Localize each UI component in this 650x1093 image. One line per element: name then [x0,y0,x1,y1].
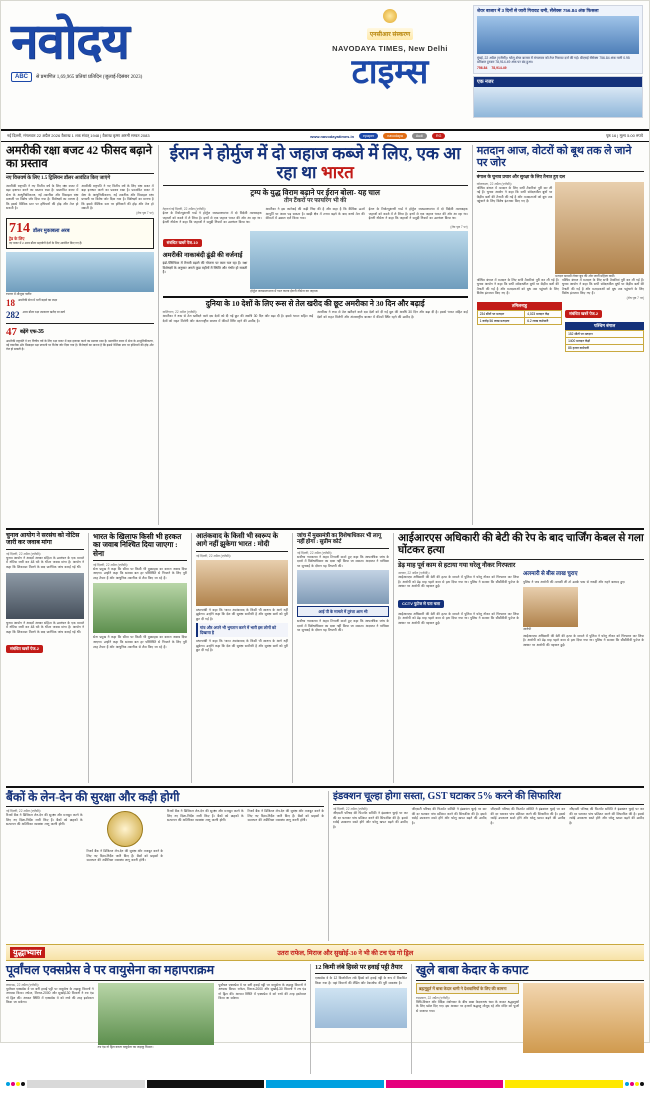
runway-body: एक्सप्रेस वे के 12 किलोमीटर लंबे हिस्से को हवाई पट्टी के रूप में विकसित किया गया है। यहां विमानों की लैंडिंग और टेकऑफ की पूरी व्यवस्था है। [315,976,407,985]
airforce-column [6,964,306,1074]
kedarnath-kicker: ब्रह्ममुहूर्त में बाबा केदार धामी ने देशवासियों के लिए की कामना [416,983,519,994]
iran-jump[interactable]: (शेष पृष्ठ 7 पर) [450,224,468,229]
center-masthead [310,5,470,91]
logo-area [7,5,307,82]
gst-body-2: जीएसटी परिषद की फिटमेंट समिति ने इंडक्शन चूल्हे पर कर की दर घटाकर पांच प्रतिशत करने की सिफारिश की है। इससे रसोई उपकरण सस्ते होंगे और घरेलू खपत बढ़ने की उम्मीद है। [411,807,487,825]
epaper-pill[interactable]: epaper [359,133,378,139]
army-body-2: सेना प्रमुख ने कहा कि सीमा पर किसी भी दुस्साहस का करारा जवाब दिया जाएगा। उन्होंने कहा कि सशस्त्र बल हर परिस्थिति से निपटने के लिए पूरी तरह तैयार हैं और आधुनिक तकनीक से लैस किए जा रहे हैं। [93,635,187,649]
jet-photo-caption: टच एंड गो ड्रिल करता वायुसेना का लड़ाकू विमान। [97,1044,154,1049]
bengal-related-link[interactable]: संबंधित खबरें पेज-2 [565,310,602,318]
locker-subhead: अलमारी से बीस लाख चुराए [523,571,578,578]
ec-related-link[interactable]: संबंधित खबरें पेज-2 [6,645,43,653]
stat2-number: 282 [6,310,20,321]
stat1-text: अमरीकी सेना में भर्ती बढ़ाने का लक्ष्य [18,298,58,303]
defense-budget-body: अमरीकी राष्ट्रपति ने नए वित्तीय वर्ष के लिए रक्षा बजट में बड़ा इजाफा करने का प्रस्ताव रखा है। प्रस्तावित बजट में सेना के आधुनिकीकरण, नई तकनीक और मिसाइल रक्षा प्रणाली पर विशेष जोर दिया गया है। विशेषज्ञों का मानना है कि इससे वैश्विक स्तर पर हथियारों की होड़ और तेज हो सकती है। [6,183,79,211]
strait-photo [250,231,468,289]
market-news-photo [477,16,639,54]
stat3-number: 47 [6,326,17,339]
banking-column [6,791,324,941]
market-news-box [473,5,643,74]
accused-photo [523,587,578,627]
modi-body: प्रधानमंत्री ने कहा कि भारत आतंकवाद के किसी भी स्वरूप के आगे नहीं झुकेगा। उन्होंने कहा कि देश की सुरक्षा सर्वोपरि है और सुरक्षा बलों को पूरी छूट दी गई है। [196,607,288,621]
gst-body-1: जीएसटी परिषद की फिटमेंट समिति ने इंडक्शन चूल्हे पर कर की दर घटाकर पांच प्रतिशत करने की सिफारिश की है। इससे रसोई उपकरण सस्ते होंगे और घरेलू खपत बढ़ने की उम्मीद है। [333,811,408,829]
navy-fleet-photo [6,252,154,292]
voter-photo [555,182,644,274]
runway-photo [315,988,407,1028]
defense-budget-body-2: अमरीकी राष्ट्रपति ने नए वित्तीय वर्ष के लिए रक्षा बजट में बड़ा इजाफा करने का प्रस्ताव रखा है। प्रस्तावित बजट में सेना के आधुनिकीकरण, नई तकनीक और मिसाइल रक्षा प्रणाली पर विशेष जोर दिया गया है। विशेषज्ञों का मानना है कि इससे वैश्विक स्तर पर हथियारों की होड़ और तेज हो सकती है। [81,183,154,211]
market-news-body: मुंबई, 22 अप्रैल (एजेंसी)। घरेलू शेयर बाजार में मंगलवार को तेज गिरावट दर्ज की गई। बीएसई सेंसेक्स 756.84 अंक यानी 0.95 प्रतिशत टूटकर 78,914.49 अंक पर बंद हुआ। [477,55,630,64]
gst-byline: नई दिल्ली, 22 अप्रैल (एजेंसी)। [333,807,369,811]
band-4 [6,964,644,1074]
navodaya-pill[interactable]: navodaya [383,133,407,139]
sc-badge: आई पी के मामले में तुरंत्ता आम भी [297,606,389,617]
lead-right-column [477,145,644,525]
edition-ribbon: एनसीआर संस्करण [367,28,413,40]
dateline-strip [1,129,649,142]
modi-column [196,533,288,783]
audi-pill[interactable]: Audi [412,133,427,139]
blockade-head[interactable]: अमरीकी नाकाबंदी ढूंढी की वर्जनाई [162,251,243,259]
wb-cell-1: 152 सीटों पर मतदान [566,331,644,338]
budget-stat-number: 714 [9,221,30,237]
iran-body-left: ईरान के रिवोल्यूशनरी गार्ड ने होर्मुज जलडमरूमध्य में दो विदेशी मालवाहक जहाजों को कब्जे में ले लिया है। इनमें से एक जहाज भारत की ओर आ रहा था। ईरानी नौसेना ने कहा कि जहाजों ने समुद्री नियमों का उल्लंघन किया था। [162,211,262,225]
iran-related-link[interactable]: संबंधित खबरें पेज-10 [163,239,202,247]
bengal-table-title: पश्चिम बंगाल [565,322,644,330]
sun-icon [383,9,397,23]
kedarnath-body: विधि-विधान और वैदिक मंत्रोच्चार के बीच बाबा केदारनाथ धाम के कपाट श्रद्धालुओं के लिए खोल दिए गए। इस अवसर पर हजारों श्रद्धालु मौजूद रहे और मंदिर को फूलों से सजाया गया। [416,999,520,1013]
stat2-text: अरब डॉलर रक्षा उपकरण खरीद पर खर्च [22,310,65,315]
voting-subhead: बंगाल के चुनाव प्रचार और सुरक्षा के लिए तैनात हुए दल [476,174,565,180]
lead-left-column [6,145,154,525]
ek-nazar-head: एक नजर [474,77,642,88]
masthead [1,1,649,129]
coin-icon [107,811,143,847]
tn-cell-1: 234 सीटों पर मतदान [477,311,525,318]
army-body: सेना प्रमुख ने कहा कि सीमा पर किसी भी दुस्साहस का करारा जवाब दिया जाएगा। उन्होंने कहा कि सशस्त्र बल हर परिस्थिति से निपटने के लिए पूरी तरह तैयार हैं और आधुनिक तकनीक से लैस किए जा रहे हैं। [93,566,187,580]
strip-kicker: युद्धाभ्यास [10,947,45,958]
page-body [1,142,649,1077]
sc-body: सर्वोच्च न्यायालय ने अहम टिप्पणी करते हुए कहा कि आपराधिक जांच के दायरे में विशेषाधिकार का दावा नहीं किया जा सकता। अदालत ने याचिका पर सुनवाई के दौरान यह टिप्पणी की। [297,554,389,568]
bengal-table [565,330,644,352]
murder-body-4: आईआरएस अधिकारी की बेटी की हत्या के मामले में पुलिस ने घरेलू नौकर को गिरफ्तार कर लिया है। आरोपी को डेढ़ माह पहले काम से हटा दिया गया था। पुलिस ने बताया कि सीसीटीवी फुटेज के आधार पर आरोपी की पहचान हुई। [523,633,644,647]
rg-pill[interactable]: RG [432,133,445,139]
tn-cell-2: 4,023 मतदान केंद्र [525,311,562,318]
stat1-number: 18 [6,298,15,309]
modi-quote: गांव और अपने भी भुगतान करने में भारी इस लोगों को दिखाया है [196,623,288,637]
band-3 [6,791,644,941]
blockade-body: इंडो-पैसिफिक में तैनाती बढ़ाने की योजना पर काम चल रहा है। रक्षा विशेषज्ञों के अनुसार अगले कुछ महीनों में स्थिति और गंभीर हो सकती है। [162,261,248,275]
voting-jump[interactable]: (शेष पृष्ठ 7 पर) [626,296,644,301]
page-price: पृष्ठ 16 | मूल्य 5.00 रुपये [606,133,643,138]
iran-headline-accent: भारत [320,163,354,182]
ec-notice-headline[interactable]: चुनाव आयोग ने सरसंघ को नोटिस जारी कर जवाब मांगा [6,532,80,546]
top-right-box [473,5,643,120]
budget-stat-sub: ट्रेड के लिए [9,236,25,242]
voting-body-2: पश्चिम बंगाल में मतदान के लिए सभी तैयारियां पूरी कर ली गई हैं। चुनाव आयोग ने कहा कि सभी संवेदनशील बूथों पर केंद्रीय बलों की तैनाती की गई है और मतदाताओं को बूथ तक पहुंचाने के लिए विशेष इंतजाम किए गए हैं। [476,277,559,296]
murder-body-3: आईआरएस अधिकारी की बेटी की हत्या के मामले में पुलिस ने घरेलू नौकर को गिरफ्तार कर लिया है। आरोपी को डेढ़ माह पहले काम से हटा दिया गया था। पुलिस ने बताया कि सीसीटीवी फुटेज के आधार पर आरोपी की पहचान हुई। [398,611,519,625]
oil-exemption-head[interactable]: दुनिया के 10 देशों के लिए रूस से तेल खरीद की छूट अमरीका ने 30 दिन और बढ़ाई [205,298,425,308]
voting-byline: कोलकाता, 22 अप्रैल (एजेंसी)। [476,181,512,186]
banking-body-4: रिजर्व बैंक ने डिजिटल लेन-देन की सुरक्षा और मजबूत करने के लिए नए दिशा-निर्देश जारी किए हैं। बैंकों को ग्राहकों के सत्यापन की अतिरिक्त व्यवस्था लागू करनी होगी। [247,809,324,823]
airforce-strip [6,944,644,961]
tamilnadu-table-title: तमिलनाडु [477,302,562,310]
army-column [93,533,187,783]
modi-body-2: प्रधानमंत्री ने कहा कि भारत आतंकवाद के किसी भी स्वरूप के आगे नहीं झुकेगा। उन्होंने कहा कि देश की सुरक्षा सर्वोपरि है और सुरक्षा बलों को पूरी छूट दी गई है। [196,639,288,653]
murder-byline: अलवर, 22 अप्रैल (एजेंसी)। [398,571,430,576]
modi-byline: नई दिल्ली, 22 अप्रैल (एजेंसी)। [196,553,232,558]
murder-column [398,533,644,783]
banking-body-1: रिजर्व बैंक ने डिजिटल लेन-देन की सुरक्षा और मजबूत करने के लिए नए दिशा-निर्देश जारी किए हैं। बैंकों को ग्राहकों के सत्यापन की अतिरिक्त व्यवस्था लागू करनी होगी। [6,813,83,827]
oil-byline: वाशिंगटन, 22 अप्रैल (एजेंसी)। [162,310,198,315]
abc-line: से प्रमाणित 1,69,965 प्रतियां प्रतिदिन (जुलाई-दिसंबर 2023) [36,75,143,80]
murder-headline[interactable]: आईआरएस अधिकारी की बेटी की रेप के बाद चार्जिंग केबल से गला घोंटकर हत्या [398,533,644,556]
abc-certification [11,72,307,82]
voting-body-3: पश्चिम बंगाल में मतदान के लिए सभी तैयारियां पूरी कर ली गई हैं। चुनाव आयोग ने कहा कि सभी संवेदनशील बूथों पर केंद्रीय बलों की तैनाती की गई है और मतदाताओं को बूथ तक पहुंचाने के लिए विशेष इंतजाम किए गए हैं। [561,277,644,296]
ec-notice-column [6,533,84,783]
ec-notice-photo [6,573,84,619]
defense-budget-headline[interactable]: अमरीकी रक्षा बजट 42 फीसद बढ़ाने का प्रस्ताव [6,145,152,170]
stat3-text: बढ़ेंगे एफ-35 [20,329,44,336]
airforce-headline[interactable]: पूर्वांचल एक्सप्रेस वे पर वायुसेना का महापराक्रम [6,963,215,977]
kedarnath-photo [523,983,644,1053]
defense-budget-jump[interactable]: (शेष पृष्ठ 7 पर) [136,211,154,216]
gst-headline[interactable]: इंडक्शन चूल्हा होगा सस्ता, GST घटाकर 5% करने की सिफारिश [333,791,561,802]
budget-stat-title: डॉलर मुकाबला अरब [33,228,70,235]
budget-stat-body: नए बजट में 2 अरब डॉलर सहयोगी देशों के लिए आवंटित किए गए हैं। [9,241,83,246]
army-byline: नई दिल्ली, 22 अप्रैल (एजेंसी)। [93,562,129,567]
ec-notice-body-2: चुनाव आयोग ने आदर्श आचार संहिता के उल्लंघन के एक मामले में नोटिस जारी कर 48 घंटे के भीतर जवाब मांगा है। आयोग ने कहा कि शिकायत मिलने के बाद प्रारंभिक जांच कराई गई थी। [6,620,84,634]
murder-subhead: डेढ़ माह पूर्व काम से हटाया गया घरेलू नौकर गिरफ्तार [398,561,516,569]
ec-notice-byline: नई दिल्ली, 22 अप्रैल (एजेंसी)। [6,551,42,556]
navy-fleet-caption: रफ्तार में मौजूदा फ्लीट [6,292,32,297]
strait-photo-caption: होर्मुज जलडमरूमध्य में गश्त करता ईरानी नौसेना का जहाज। [250,288,319,293]
band-2 [6,533,644,783]
sensex-close: 78,914.49 [491,66,507,71]
sc-byline: नई दिल्ली, 22 अप्रैल (एजेंसी)। [297,550,333,555]
voting-headline[interactable]: मतदान आज, वोटरों को बूथ तक ले जाने पर जोर [476,145,632,170]
dateline-left: नई दिल्ली, मंगलवार 22 अप्रैल 2026 वैशाख 1 शक संवत् 1948 | वैशाख कृष्ण अष्टमी सम्वत 2083 [7,133,150,138]
brand-english: NAVODAYA TIMES, New Delhi [332,44,448,53]
market-news-headline: शेयर बाजार में 3 दिनों से जारी गिरावट थमी, सेंसेक्स 756.84 अंक फिसला [477,8,599,13]
ek-nazar-photo [474,87,642,117]
oil-body-2: अमरीका ने रूस से तेल खरीदने वाले दस देशों को दी गई छूट की अवधि 30 दिन और बढ़ा दी है। इससे भारत सहित कई देशों को राहत मिलेगी और अंतरराष्ट्रीय बाजार में कीमतें स्थिर रहने की उम्मीद है। [317,310,468,320]
iran-subhead: ट्रम्प के युद्ध विराम बढ़ाने पर ईरान बोला- यह चाल [250,188,380,197]
publication-logo: नवोदय [11,14,129,69]
sc-body-2: सर्वोच्च न्यायालय ने अहम टिप्पणी करते हुए कहा कि आपराधिक जांच के दायरे में विशेषाधिकार का दावा नहीं किया जा सकता। अदालत ने याचिका पर सुनवाई के दौरान यह टिप्पणी की। [297,619,389,633]
registration-dots [6,1082,25,1086]
jet-photo [98,983,215,1045]
color-registration-bar [1,1077,649,1093]
brand-hindi: टाइम्स [351,54,429,91]
army-headline[interactable]: भारत के खिलाफ किसी भी हरकत का जवाब निश्चित दिया जाएगा : सेना [93,532,182,558]
defense-budget-subhead: नए वित्तवर्ष के लिए 1.5 ट्रिलियन डॉलर आवंटित किए जाएंगे [6,175,111,181]
tn-cell-3: 1 करोड़ 56 लाख मतदाता [477,318,525,325]
iran-body-mid: अमरीका ने इस कार्रवाई की कड़ी निंदा की है और कहा है कि वैश्विक ऊर्जा आपूर्ति पर असर पड़ सकता है। खाड़ी क्षेत्र में तनाव बढ़ने के बाद कच्चे तेल की कीमतों में उछाल दर्ज किया गया। [265,207,365,221]
banking-body-2: रिजर्व बैंक ने डिजिटल लेन-देन की सुरक्षा और मजबूत करने के लिए नए दिशा-निर्देश जारी किए हैं। बैंकों को ग्राहकों के सत्यापन की अतिरिक्त व्यवस्था लागू करनी होगी। [86,849,163,863]
gst-body-3: जीएसटी परिषद की फिटमेंट समिति ने इंडक्शन चूल्हे पर कर की दर घटाकर पांच प्रतिशत करने की सिफारिश की है। इससे रसोई उपकरण सस्ते होंगे और घरेलू खपत बढ़ने की उम्मीद है। [490,807,566,825]
kedarnath-byline: रुद्रप्रयाग, 22 अप्रैल (एजेंसी)। [416,995,450,1000]
abc-badge: ABC [11,72,32,82]
modi-headline[interactable]: आतंकवाद के किसी भी स्वरूप के आगे नहीं झुकेगा भारत : मोदी [196,532,278,548]
gst-column [333,791,644,941]
airforce-byline: लखनऊ, 22 अप्रैल (एजेंसी)। [6,982,39,987]
kedarnath-column [416,964,644,1074]
banking-byline: नई दिल्ली, 22 अप्रैल (एजेंसी)। [6,809,42,814]
oil-body-1: अमरीका ने रूस से तेल खरीदने वाले दस देशों को दी गई छूट की अवधि 30 दिन और बढ़ा दी है। इससे भारत सहित कई देशों को राहत मिलेगी और अंतरराष्ट्रीय बाजार में कीमतें स्थिर रहने की उम्मीद है। [162,314,314,324]
gst-body-4: जीएसटी परिषद की फिटमेंट समिति ने इंडक्शन चूल्हे पर कर की दर घटाकर पांच प्रतिशत करने की सिफारिश की है। इससे रसोई उपकरण सस्ते होंगे और घरेलू खपत बढ़ने की उम्मीद है। [569,807,644,825]
supremecourt-column [297,533,389,783]
murder-body-1: आईआरएस अधिकारी की बेटी की हत्या के मामले में पुलिस ने घरेलू नौकर को गिरफ्तार कर लिया है। आरोपी को डेढ़ माह पहले काम से हटा दिया गया था। पुलिस ने बताया कि सीसीटीवी फुटेज के आधार पर आरोपी की पहचान हुई। [398,575,519,589]
accused-caption: आरोपी [523,627,532,632]
cctv-kicker: CCTV फुटेज से पता चला [398,600,444,608]
sc-headline[interactable]: जांच में मुख्यमंत्री का विशेषाधिकार भी लागू नहीं होगा : सुप्रीम कोर्ट [297,533,382,546]
army-photo [93,583,187,633]
lead-band [6,145,644,525]
registration-dots-right [625,1082,644,1086]
airforce-body-2: पूर्वांचल एक्सप्रेस वे पर बनी हवाई पट्टी पर वायुसेना के लड़ाकू विमानों ने अभ्यास किया। राफेल, मिराज-2000 और सुखोई-30 विमानों ने टच एंड गो ड्रिल की। आपात स्थिति में एक्सप्रेस वे को रनवे की तरह इस्तेमाल किया जा सकेगा। [218,982,306,1001]
tamilnadu-table [477,310,562,325]
voting-body-1: पश्चिम बंगाल में मतदान के लिए सभी तैयारियां पूरी कर ली गई हैं। चुनाव आयोग ने कहा कि सभी संवेदनशील बूथों पर केंद्रीय बलों की तैनाती की गई है और मतदाताओं को बूथ तक पहुंचाने के लिए विशेष इंतजाम किए गए हैं। [476,185,553,204]
lead-center-column [163,145,468,525]
runway-headline[interactable]: 12 किमी लंबे हिस्से पर हवाई पट्टी तैयार [315,964,403,971]
iran-byline: तेहरान/नई दिल्ली, 22 अप्रैल (एजेंसी)। [162,207,207,212]
dateline-links [310,133,445,139]
voter-photo-caption: मतदान सामग्री लेकर बूथ की ओर जातीं महिला कर्मी। [555,273,616,278]
wb-cell-3: 85 हजार कर्मचारी [566,345,644,352]
iran-body-right: ईरान के रिवोल्यूशनरी गार्ड ने होर्मुज जलडमरूमध्य में दो विदेशी मालवाहक जहाजों को कब्जे में ले लिया है। इनमें से एक जहाज भारत की ओर आ रहा था। ईरानी नौसेना ने कहा कि जहाजों ने समुद्री नियमों का उल्लंघन किया था। [368,207,468,221]
modi-photo [196,560,288,606]
wb-cell-2: 1400 मतदान केंद्रों [566,338,644,345]
iran-subhead-2: तीन टैंकरों पर फायरिंग भी की [284,198,347,204]
banking-headline[interactable]: बैंकों के लेन-देन की सुरक्षा और कड़ी होगी [6,790,180,804]
murder-body-2: पुलिस ने जब आरोपी की तलाशी ली तो उसके पास से नकदी और गहने बरामद हुए। [523,579,626,584]
ec-notice-body: चुनाव आयोग ने आदर्श आचार संहिता के उल्लंघन के एक मामले में नोटिस जारी कर 48 घंटे के भीतर जवाब मांगा है। आयोग ने कहा कि शिकायत मिलने के बाद प्रारंभिक जांच कराई गई थी। [6,555,84,569]
kedarnath-headline[interactable]: खुले बाबा केदार के कपाट [416,963,529,977]
iran-headline[interactable]: ईरान ने होर्मुज में दो जहाज कब्जे में लिए, एक आ रहा था [169,144,461,182]
airforce-body-1: पूर्वांचल एक्सप्रेस वे पर बनी हवाई पट्टी पर वायुसेना के लड़ाकू विमानों ने अभ्यास किया। राफेल, मिराज-2000 और सुखोई-30 विमानों ने टच एंड गो ड्रिल की। आपात स्थिति में एक्सप्रेस वे को रनवे की तरह इस्तेमाल किया जा सकेगा। [6,986,94,1005]
ek-nazar-box [473,76,643,119]
banking-body-3: रिजर्व बैंक ने डिजिटल लेन-देन की सुरक्षा और मजबूत करने के लिए नए दिशा-निर्देश जारी किए हैं। बैंकों को ग्राहकों के सत्यापन की अतिरिक्त व्यवस्था लागू करनी होगी। [167,809,244,823]
website-url[interactable]: www.navodayatimes.in [310,133,355,139]
sensex-drop: 756.84 [477,66,488,71]
budget-stat-box [6,218,154,249]
strip-center-text: उतरा राफेल, मिराज और सुखोई-30 ने भी की टच एंड गो ड्रिल [277,950,414,957]
stat3-body: अमरीकी राष्ट्रपति ने नए वित्तीय वर्ष के लिए रक्षा बजट में बड़ा इजाफा करने का प्रस्ताव रखा है। प्रस्तावित बजट में सेना के आधुनिकीकरण, नई तकनीक और मिसाइल रक्षा प्रणाली पर विशेष जोर दिया गया है। विशेषज्ञों का मानना है कि इससे वैश्विक स्तर पर हथियारों की होड़ और तेज हो सकती है। [6,339,154,352]
runway-column [315,964,407,1074]
tn-cell-4: 6.2 लाख कर्मचारी [525,318,562,325]
sc-photo [297,570,389,604]
